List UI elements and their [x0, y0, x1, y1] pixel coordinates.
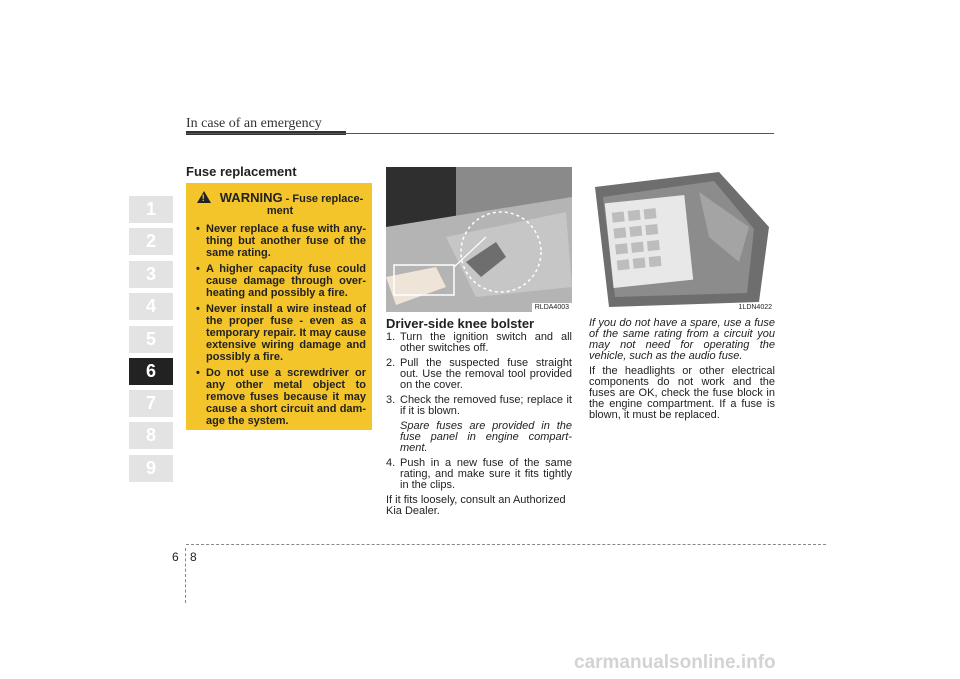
page-chapter-number: 6 [172, 550, 179, 564]
chapter-tab-6[interactable]: 6 [129, 358, 173, 385]
warning-item: • Do not use a screwdriver or any other metal object to remove fuses because it may cause a short circuit and dam-age the system. [194, 367, 366, 427]
right-column [589, 318, 775, 425]
step-item [386, 458, 572, 491]
step-text: Pull the suspected fuse straight out. Use the removal tool provided on the cover. [400, 357, 572, 391]
fuse-cover-illustration [589, 167, 775, 312]
warning-item: • A higher capacity fuse could cause damage through over-heating and possibly a fire. [194, 263, 366, 299]
warning-subtitle: - Fuse replace-ment [266, 193, 364, 217]
chapter-tab-3[interactable]: 3 [129, 261, 173, 288]
figure-code: 1LDN4022 [736, 303, 775, 312]
warning-heading [194, 191, 366, 217]
spare-advice: If you do not have a spare, use a fuse of the same rating from a circuit you may not need for operating the vehicle, such as the audio fuse. [589, 317, 775, 362]
step-number: 3. [386, 394, 396, 406]
step-text: Push in a new fuse of the same rating, and make sure it fits tightly in the clips. [400, 457, 572, 491]
step-text: Turn the ignition switch and all other switches off. [400, 331, 572, 354]
running-header: In case of an emergency [186, 116, 322, 131]
step-number: 1. [386, 331, 396, 343]
knee-bolster-photo [386, 167, 572, 312]
warning-triangle-icon [197, 191, 211, 203]
chapter-tab-4[interactable]: 4 [129, 293, 173, 320]
footer-divider [185, 548, 186, 603]
footer-rule [186, 544, 826, 545]
warning-box [186, 183, 372, 430]
chapter-tab-5[interactable]: 5 [129, 326, 173, 353]
knee-bolster-title: Driver-side knee bolster [386, 316, 535, 331]
page-number: 8 [190, 550, 197, 564]
header-rule [186, 133, 774, 134]
figure-code: RLDA4003 [532, 303, 572, 312]
knee-bolster-section [386, 318, 572, 517]
step-item [386, 332, 572, 354]
step-number: 2. [386, 357, 396, 369]
chapter-tab-1[interactable]: 1 [129, 196, 173, 223]
knee-bolster-illustration [386, 167, 572, 312]
step-item [386, 358, 572, 391]
step-text: Check the removed fuse; replace it if it is blown. [400, 394, 572, 417]
warning-word: WARNING [219, 190, 283, 205]
step-item [386, 395, 572, 417]
chapter-tab-8[interactable]: 8 [129, 422, 173, 449]
chapter-tab-7[interactable]: 7 [129, 390, 173, 417]
fuse-cover-photo [589, 167, 775, 312]
warning-list [194, 223, 366, 427]
closing-text: If it fits loosely, consult an Authorized Kia Dealer. [386, 494, 566, 517]
engine-fuse-advice: If the headlights or other electrical components do not work and the fuses are OK, check the fuse block in the engine compartment. If a fuse is blown, it must be replaced. [589, 365, 775, 421]
watermark: carmanualsonline.info [574, 652, 776, 673]
step-number: 4. [386, 457, 396, 469]
chapter-tab-2[interactable]: 2 [129, 228, 173, 255]
warning-item: • Never install a wire instead of the proper fuse - even as a temporary repair. It may cause extensive wiring damage and possibly a fire. [194, 303, 366, 363]
section-title: Fuse replacement [186, 164, 297, 179]
spare-fuse-note: Spare fuses are provided in the fuse panel in engine compart-ment. [400, 420, 572, 454]
warning-item: • Never replace a fuse with any-thing but another fuse of the same rating. [194, 223, 366, 259]
chapter-tab-9[interactable]: 9 [129, 455, 173, 482]
